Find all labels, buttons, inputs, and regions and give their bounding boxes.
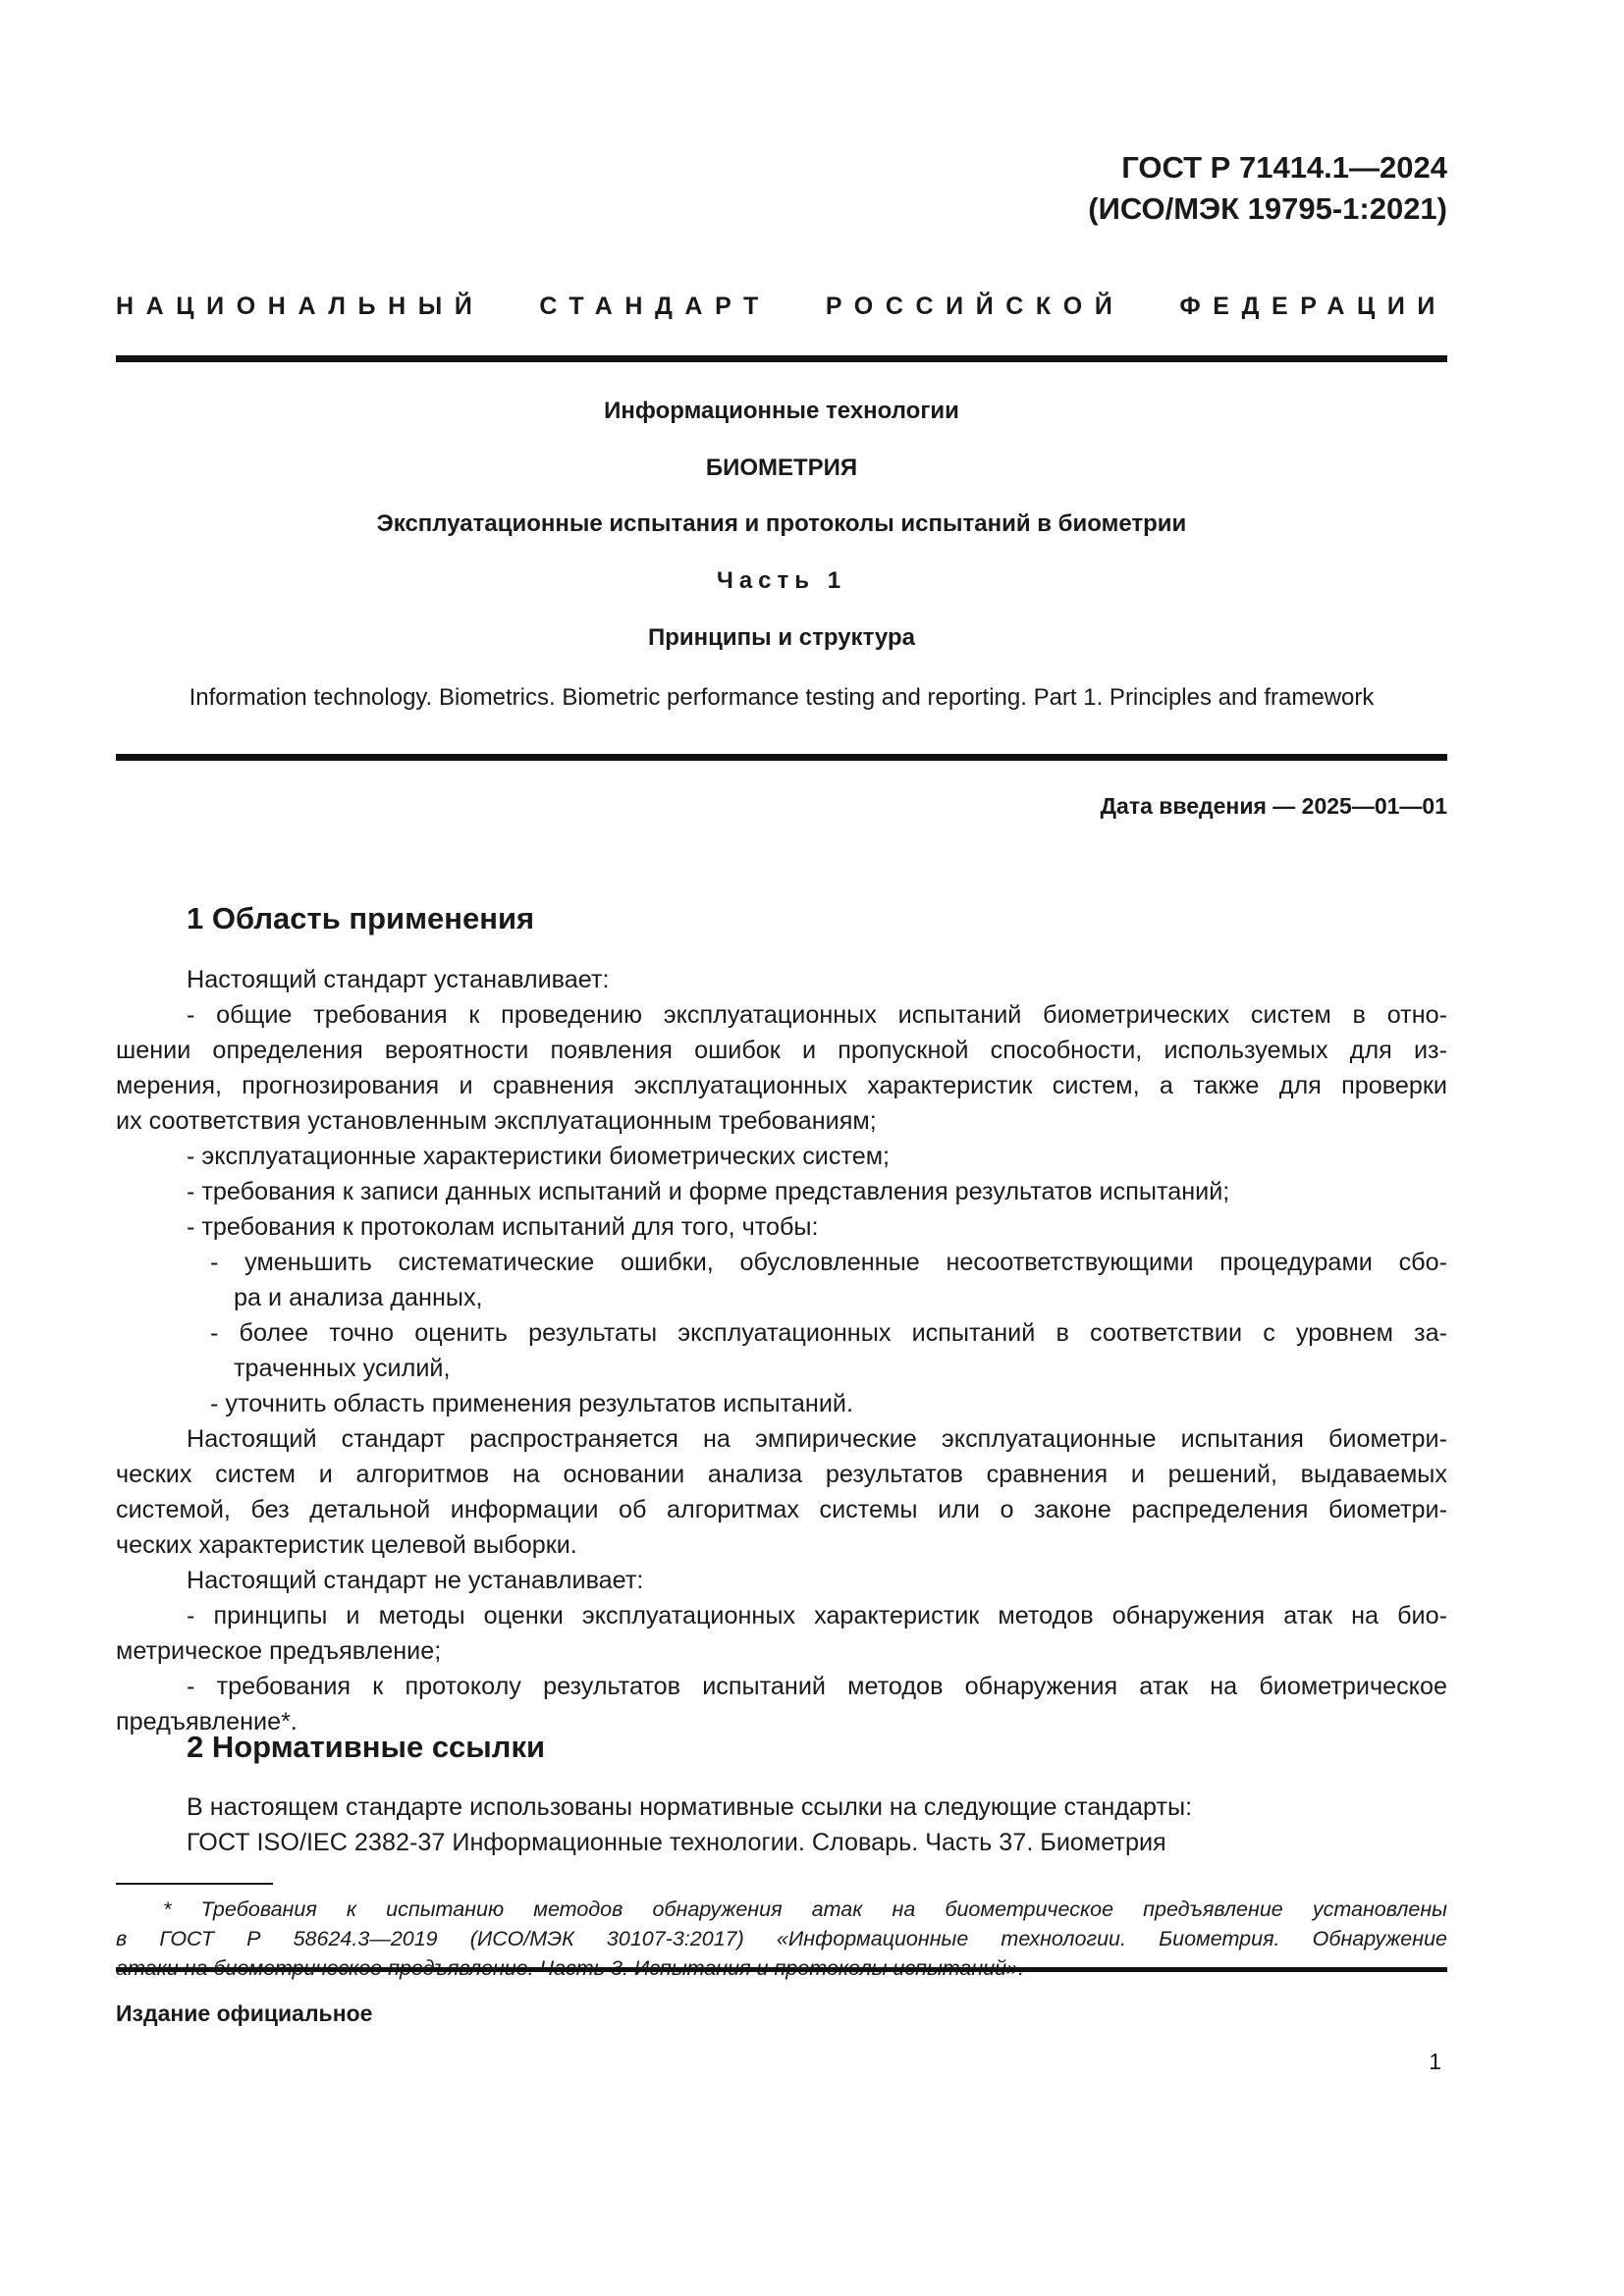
introduction-date: Дата введения — 2025—01—01 bbox=[1100, 793, 1447, 819]
sub-list-item: - более точно оценить результаты эксплуатационных испытаний в соответствии с уровнем за- bbox=[210, 1319, 1447, 1347]
paragraph-line: Настоящий стандарт не устанавливает: bbox=[187, 1567, 644, 1594]
sub-list-item-continuation: траченных усилий, bbox=[234, 1355, 451, 1382]
paragraph-line: В настоящем стандарте использованы нормативные ссылки на следующие стандарты: bbox=[187, 1793, 1193, 1821]
paragraph-line: ческих систем и алгоритмов на основании анализа результатов сравнения и решений, выдаваемых bbox=[116, 1461, 1447, 1488]
footnote-separator bbox=[116, 1883, 273, 1885]
footnote-line: в ГОСТ Р 58624.3—2019 (ИСО/МЭК 30107-3:2017) «Информационные технологии. Биометрия. Обнаружение bbox=[116, 1927, 1447, 1950]
sub-list-item-continuation: ра и анализа данных, bbox=[234, 1284, 483, 1311]
paragraph-line: мерения, прогнозирования и сравнения эксплуатационных характеристик систем, а также для проверки bbox=[116, 1072, 1447, 1099]
paragraph-line: их соответствия установленным эксплуатационным требованиям; bbox=[116, 1107, 877, 1135]
footnote-line: * Требования к испытанию методов обнаружения атак на биометрическое предъявление установлены bbox=[163, 1897, 1447, 1921]
sub-list-item: - уточнить область применения результатов испытаний. bbox=[210, 1390, 853, 1417]
title-part: Часть 1 bbox=[716, 567, 847, 594]
page-number: 1 bbox=[1429, 2049, 1441, 2074]
title-line-3: Эксплуатационные испытания и протоколы испытаний в биометрии bbox=[376, 510, 1187, 537]
section-2-body bbox=[116, 1789, 1447, 1860]
list-item: - требования к протоколам испытаний для того, чтобы: bbox=[187, 1213, 819, 1241]
official-edition-label: Издание официальное bbox=[116, 2001, 373, 2026]
section-1-heading: 1 Область применения bbox=[187, 901, 535, 935]
title-line-1: Информационные технологии bbox=[604, 398, 959, 424]
paragraph-line: Настоящий стандарт распространяется на эмпирические эксплуатационные испытания биометри- bbox=[187, 1425, 1447, 1453]
gost-code-line-2: (ИСО/МЭК 19795-1:2021) bbox=[1088, 191, 1447, 226]
national-standard-title: НАЦИОНАЛЬНЫЙ СТАНДАРТ РОССИЙСКОЙ ФЕДЕРАЦИИ bbox=[116, 293, 1447, 320]
title-rule bbox=[116, 754, 1447, 761]
paragraph-line: Настоящий стандарт устанавливает: bbox=[187, 966, 610, 993]
list-item: - требования к записи данных испытаний и форме представления результатов испытаний; bbox=[187, 1178, 1230, 1205]
sub-list-item: - уменьшить систематические ошибки, обусловленные несоответствующими процедурами сбо- bbox=[210, 1249, 1447, 1276]
list-item: - эксплуатационные характеристики биометрических систем; bbox=[187, 1143, 891, 1170]
title-line-5: Принципы и структура bbox=[648, 624, 915, 651]
paragraph-line: - общие требования к проведению эксплуатационных испытаний биометрических систем в отно- bbox=[187, 1001, 1447, 1029]
paragraph-line: системой, без детальной информации об алгоритмах системы или о законе распределения биометри- bbox=[116, 1496, 1447, 1523]
list-item: - требования к протоколу результатов испытаний методов обнаружения атак на биометрическое bbox=[187, 1673, 1447, 1700]
paragraph-line: ческих характеристик целевой выборки. bbox=[116, 1531, 577, 1559]
paragraph-line: шении определения вероятности появления ошибок и пропускной способности, используемых для из- bbox=[116, 1037, 1447, 1064]
section-2-heading: 2 Нормативные ссылки bbox=[187, 1730, 546, 1764]
gost-code-line-1: ГОСТ Р 71414.1—2024 bbox=[1121, 150, 1447, 185]
footer-rule bbox=[116, 1967, 1447, 1972]
normative-reference: ГОСТ ISO/IEC 2382-37 Информационные технологии. Словарь. Часть 37. Биометрия bbox=[187, 1829, 1166, 1856]
title-line-2: БИОМЕТРИЯ bbox=[705, 454, 858, 481]
title-english: Information technology. Biometrics. Biometric performance testing and reporting. Part 1. Principles and framework bbox=[189, 684, 1375, 711]
header-rule bbox=[116, 355, 1447, 362]
list-item-continuation: метрическое предъявление; bbox=[116, 1637, 442, 1665]
gost-code bbox=[1088, 147, 1447, 230]
section-1-body bbox=[116, 962, 1447, 1739]
list-item: - принципы и методы оценки эксплуатационных характеристик методов обнаружения атак на био- bbox=[187, 1602, 1447, 1629]
list-item-continuation: предъявление*. bbox=[116, 1708, 298, 1735]
